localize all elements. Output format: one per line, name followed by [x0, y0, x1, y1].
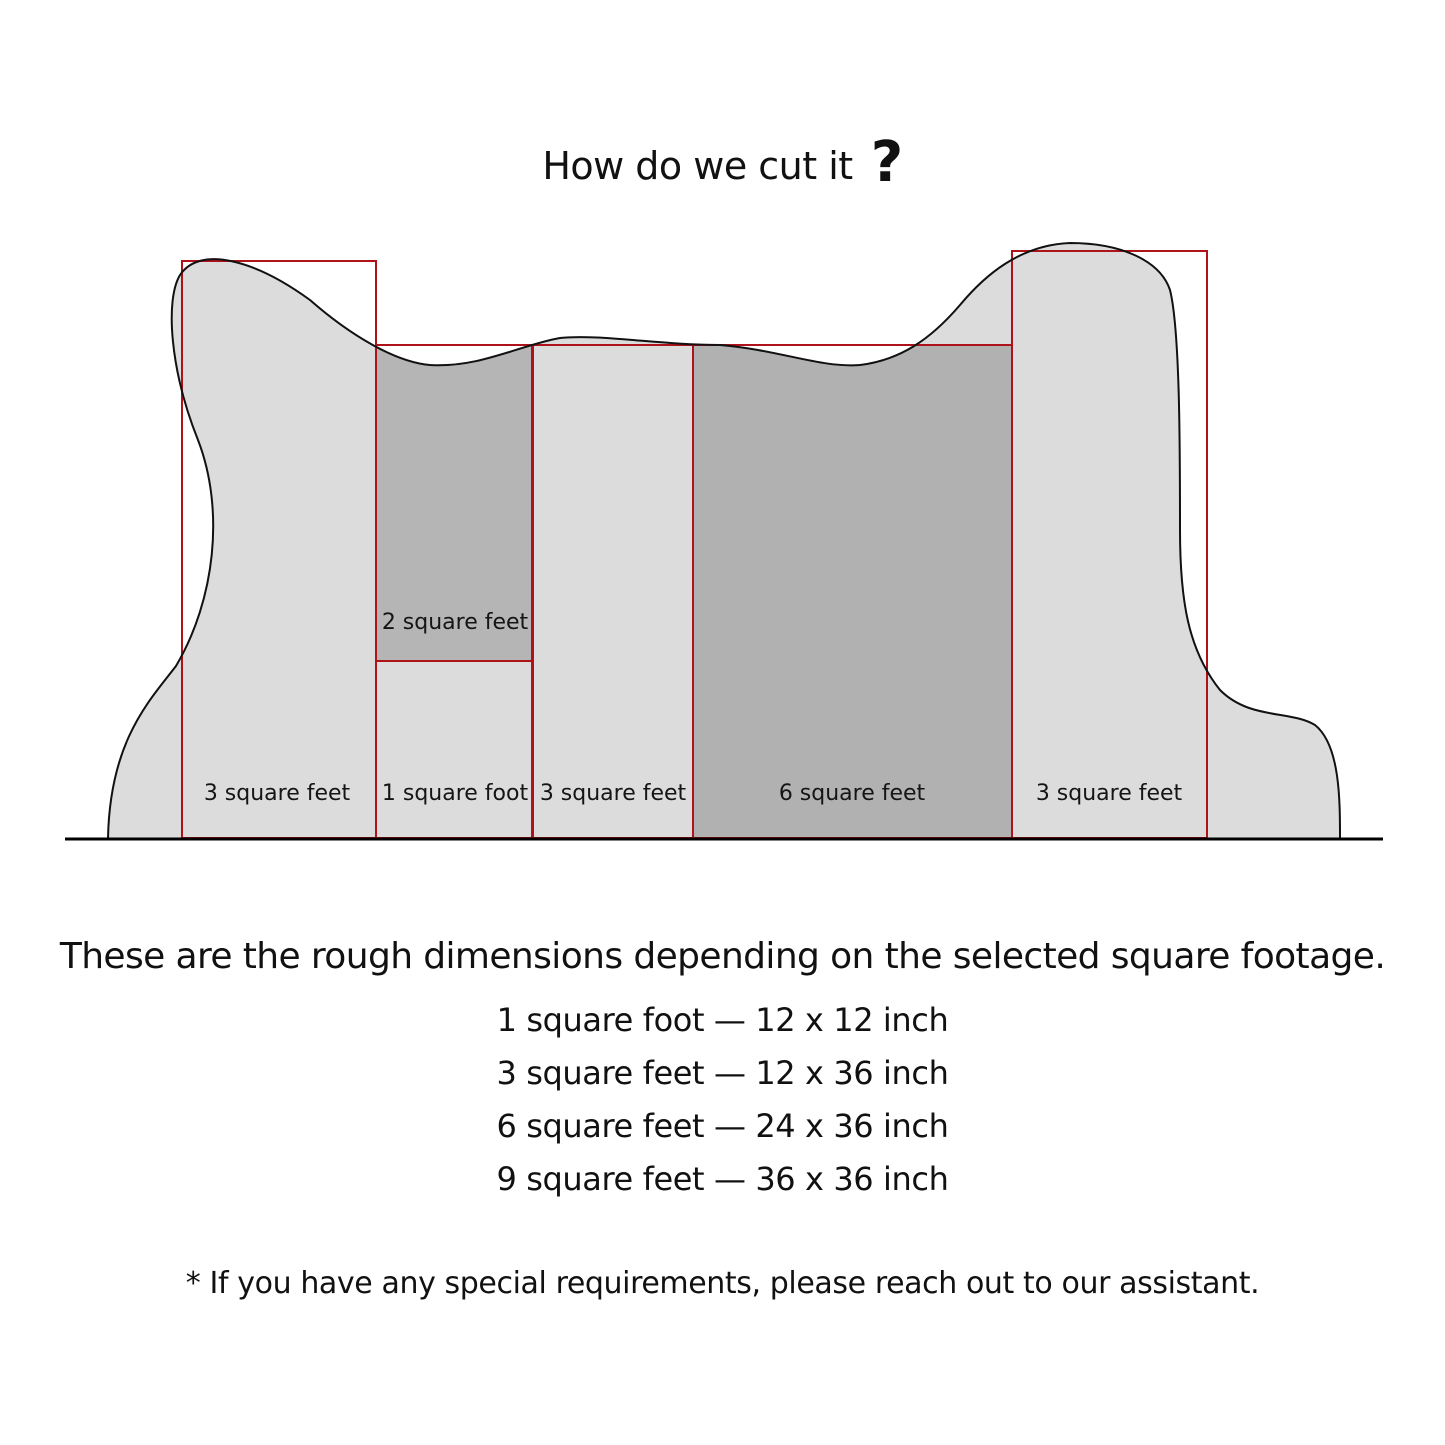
- dimension-row: 3 square feet — 12 x 36 inch: [496, 1054, 949, 1092]
- piece-label-6sqft: 6 square feet: [778, 781, 926, 806]
- piece-label-right-3sqft: 3 square feet: [1035, 781, 1183, 806]
- dimension-row: 6 square feet — 24 x 36 inch: [496, 1107, 949, 1145]
- dimensions-list: [0, 994, 1445, 1206]
- piece-label-2sqft: 2 square feet: [381, 610, 529, 635]
- dimensions-intro: These are the rough dimensions depending on the selected square footage.: [59, 936, 1386, 977]
- question-mark-icon: ?: [870, 130, 903, 195]
- piece-label-mid-3sqft: 3 square feet: [539, 781, 687, 806]
- title-text: How do we cut it: [542, 144, 853, 188]
- piece-label-left-3sqft: 3 square feet: [203, 781, 351, 806]
- piece-6sqft-shade: [694, 345, 1012, 838]
- special-requirements-note: * If you have any special requirements, please reach out to our assistant.: [185, 1266, 1260, 1301]
- piece-label-1sqft: 1 square foot: [381, 781, 529, 806]
- dimension-row: 9 square feet — 36 x 36 inch: [496, 1160, 949, 1198]
- dimension-row: 1 square foot — 12 x 12 inch: [496, 1001, 949, 1039]
